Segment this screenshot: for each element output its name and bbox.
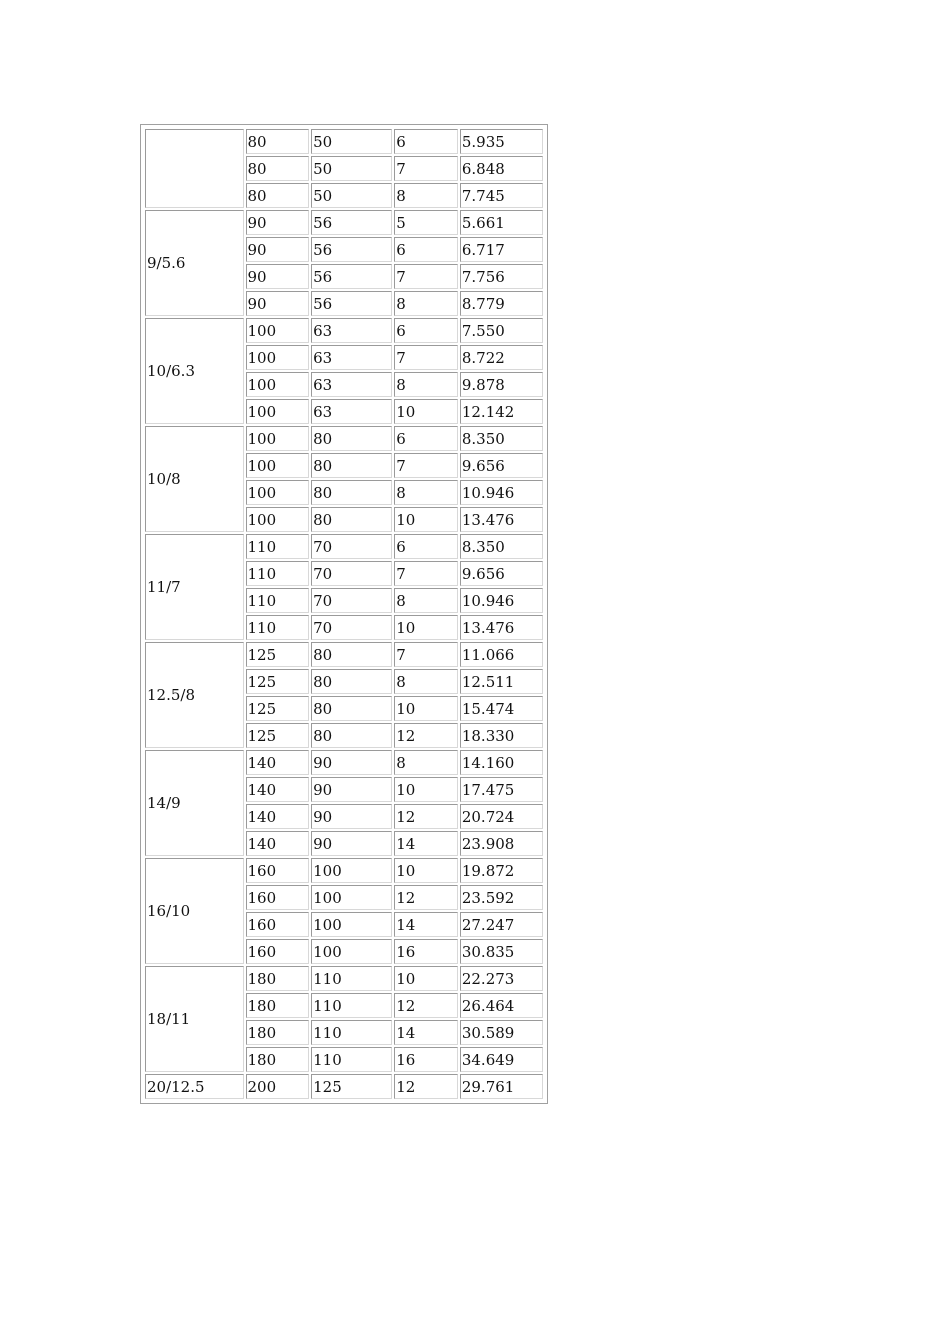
table-cell: 70 xyxy=(311,588,392,613)
table-body xyxy=(145,129,543,1099)
table-cell: 12 xyxy=(394,1074,458,1099)
table-cell: 14 xyxy=(394,831,458,856)
table-cell: 10 xyxy=(394,966,458,991)
table-cell: 12.142 xyxy=(460,399,543,424)
table-cell: 180 xyxy=(246,1020,310,1045)
table-cell: 7.756 xyxy=(460,264,543,289)
table-cell: 13.476 xyxy=(460,507,543,532)
table-cell: 10 xyxy=(394,615,458,640)
table-cell: 17.475 xyxy=(460,777,543,802)
table-cell: 160 xyxy=(246,858,310,883)
table-cell: 50 xyxy=(311,183,392,208)
table-cell: 7.745 xyxy=(460,183,543,208)
table-cell: 8.722 xyxy=(460,345,543,370)
table-cell: 16 xyxy=(394,939,458,964)
group-label-cell: 16/10 xyxy=(145,858,244,964)
table-cell: 56 xyxy=(311,210,392,235)
group-label-cell: 11/7 xyxy=(145,534,244,640)
table-cell: 22.273 xyxy=(460,966,543,991)
table-cell: 10 xyxy=(394,858,458,883)
table-cell: 20.724 xyxy=(460,804,543,829)
table-cell: 100 xyxy=(311,912,392,937)
table-cell: 7 xyxy=(394,264,458,289)
table-cell: 63 xyxy=(311,399,392,424)
table-cell: 80 xyxy=(311,669,392,694)
table-cell: 29.761 xyxy=(460,1074,543,1099)
table-cell: 10 xyxy=(394,507,458,532)
table-cell: 160 xyxy=(246,912,310,937)
table-cell: 8 xyxy=(394,291,458,316)
group-label-cell: 14/9 xyxy=(145,750,244,856)
table-cell: 10.946 xyxy=(460,588,543,613)
table-cell: 7 xyxy=(394,345,458,370)
table-cell: 100 xyxy=(246,345,310,370)
table-cell: 90 xyxy=(246,264,310,289)
table-cell: 12 xyxy=(394,885,458,910)
table-cell: 56 xyxy=(311,291,392,316)
table-cell: 27.247 xyxy=(460,912,543,937)
table-cell: 160 xyxy=(246,939,310,964)
table-cell: 8 xyxy=(394,480,458,505)
table-cell: 6.848 xyxy=(460,156,543,181)
group-label-cell: 12.5/8 xyxy=(145,642,244,748)
table-cell: 9.878 xyxy=(460,372,543,397)
table-row xyxy=(145,129,543,154)
table-cell: 90 xyxy=(246,210,310,235)
table-row xyxy=(145,534,543,559)
table-cell: 63 xyxy=(311,318,392,343)
table-cell: 23.592 xyxy=(460,885,543,910)
group-label-cell: 20/12.5 xyxy=(145,1074,244,1099)
table-cell: 110 xyxy=(246,534,310,559)
table-cell: 200 xyxy=(246,1074,310,1099)
table-cell: 110 xyxy=(246,615,310,640)
table-cell: 100 xyxy=(246,426,310,451)
group-label-cell: 18/11 xyxy=(145,966,244,1072)
table-cell: 14 xyxy=(394,1020,458,1045)
table-cell: 80 xyxy=(311,642,392,667)
table-cell: 140 xyxy=(246,831,310,856)
table-cell: 26.464 xyxy=(460,993,543,1018)
table-cell: 90 xyxy=(311,750,392,775)
table-cell: 70 xyxy=(311,534,392,559)
table-cell: 23.908 xyxy=(460,831,543,856)
table-cell: 8 xyxy=(394,183,458,208)
table-cell: 125 xyxy=(246,723,310,748)
group-label-cell xyxy=(145,129,244,208)
table-cell: 15.474 xyxy=(460,696,543,721)
table-cell: 30.835 xyxy=(460,939,543,964)
table-cell: 90 xyxy=(311,777,392,802)
table-cell: 180 xyxy=(246,1047,310,1072)
angle-steel-table xyxy=(143,127,545,1101)
table-cell: 13.476 xyxy=(460,615,543,640)
table-cell: 100 xyxy=(311,939,392,964)
table-cell: 140 xyxy=(246,750,310,775)
table-cell: 34.649 xyxy=(460,1047,543,1072)
table-cell: 8 xyxy=(394,669,458,694)
table-cell: 12.511 xyxy=(460,669,543,694)
table-cell: 125 xyxy=(246,669,310,694)
table-cell: 6.717 xyxy=(460,237,543,262)
table-cell: 100 xyxy=(246,480,310,505)
table-cell: 8 xyxy=(394,588,458,613)
table-cell: 80 xyxy=(246,156,310,181)
table-row xyxy=(145,642,543,667)
table-cell: 125 xyxy=(246,642,310,667)
table-cell: 70 xyxy=(311,561,392,586)
table-cell: 16 xyxy=(394,1047,458,1072)
table-cell: 6 xyxy=(394,534,458,559)
table-cell: 110 xyxy=(311,1047,392,1072)
table-cell: 80 xyxy=(311,507,392,532)
table-cell: 7 xyxy=(394,561,458,586)
group-label-cell: 9/5.6 xyxy=(145,210,244,316)
table-cell: 140 xyxy=(246,804,310,829)
table-cell: 80 xyxy=(246,183,310,208)
table-row xyxy=(145,966,543,991)
table-cell: 12 xyxy=(394,804,458,829)
table-cell: 63 xyxy=(311,372,392,397)
table-cell: 50 xyxy=(311,129,392,154)
table-cell: 90 xyxy=(311,804,392,829)
table-cell: 110 xyxy=(311,966,392,991)
table-cell: 56 xyxy=(311,237,392,262)
angle-steel-table-container xyxy=(140,124,548,1104)
table-cell: 110 xyxy=(246,561,310,586)
table-cell: 10.946 xyxy=(460,480,543,505)
group-label-cell: 10/8 xyxy=(145,426,244,532)
table-cell: 80 xyxy=(311,480,392,505)
table-row xyxy=(145,318,543,343)
table-cell: 100 xyxy=(246,318,310,343)
table-cell: 140 xyxy=(246,777,310,802)
table-cell: 12 xyxy=(394,993,458,1018)
table-cell: 12 xyxy=(394,723,458,748)
table-cell: 7 xyxy=(394,156,458,181)
table-row xyxy=(145,1074,543,1099)
table-row xyxy=(145,750,543,775)
table-cell: 110 xyxy=(311,993,392,1018)
table-row xyxy=(145,210,543,235)
table-cell: 19.872 xyxy=(460,858,543,883)
table-cell: 80 xyxy=(311,696,392,721)
table-cell: 7 xyxy=(394,642,458,667)
table-cell: 11.066 xyxy=(460,642,543,667)
table-cell: 63 xyxy=(311,345,392,370)
table-cell: 8 xyxy=(394,372,458,397)
table-cell: 6 xyxy=(394,237,458,262)
table-cell: 80 xyxy=(311,453,392,478)
table-cell: 100 xyxy=(246,372,310,397)
table-cell: 70 xyxy=(311,615,392,640)
table-cell: 9.656 xyxy=(460,561,543,586)
table-cell: 100 xyxy=(311,885,392,910)
table-cell: 30.589 xyxy=(460,1020,543,1045)
table-cell: 90 xyxy=(311,831,392,856)
table-cell: 100 xyxy=(246,507,310,532)
table-cell: 100 xyxy=(311,858,392,883)
table-cell: 180 xyxy=(246,966,310,991)
table-cell: 9.656 xyxy=(460,453,543,478)
table-cell: 6 xyxy=(394,318,458,343)
table-cell: 80 xyxy=(311,723,392,748)
table-cell: 110 xyxy=(311,1020,392,1045)
table-cell: 5.661 xyxy=(460,210,543,235)
table-cell: 100 xyxy=(246,453,310,478)
table-cell: 10 xyxy=(394,696,458,721)
table-cell: 8.779 xyxy=(460,291,543,316)
table-cell: 8.350 xyxy=(460,426,543,451)
table-cell: 125 xyxy=(311,1074,392,1099)
table-cell: 10 xyxy=(394,399,458,424)
table-cell: 7.550 xyxy=(460,318,543,343)
table-cell: 6 xyxy=(394,129,458,154)
table-cell: 80 xyxy=(246,129,310,154)
table-cell: 5 xyxy=(394,210,458,235)
table-cell: 6 xyxy=(394,426,458,451)
table-cell: 90 xyxy=(246,291,310,316)
table-cell: 18.330 xyxy=(460,723,543,748)
table-cell: 7 xyxy=(394,453,458,478)
table-row xyxy=(145,858,543,883)
group-label-cell: 10/6.3 xyxy=(145,318,244,424)
table-cell: 180 xyxy=(246,993,310,1018)
table-cell: 5.935 xyxy=(460,129,543,154)
table-cell: 125 xyxy=(246,696,310,721)
table-cell: 56 xyxy=(311,264,392,289)
table-cell: 14.160 xyxy=(460,750,543,775)
table-cell: 8 xyxy=(394,750,458,775)
table-cell: 50 xyxy=(311,156,392,181)
table-cell: 8.350 xyxy=(460,534,543,559)
table-cell: 90 xyxy=(246,237,310,262)
table-cell: 110 xyxy=(246,588,310,613)
table-cell: 80 xyxy=(311,426,392,451)
table-cell: 10 xyxy=(394,777,458,802)
table-cell: 160 xyxy=(246,885,310,910)
table-cell: 100 xyxy=(246,399,310,424)
table-row xyxy=(145,426,543,451)
table-cell: 14 xyxy=(394,912,458,937)
